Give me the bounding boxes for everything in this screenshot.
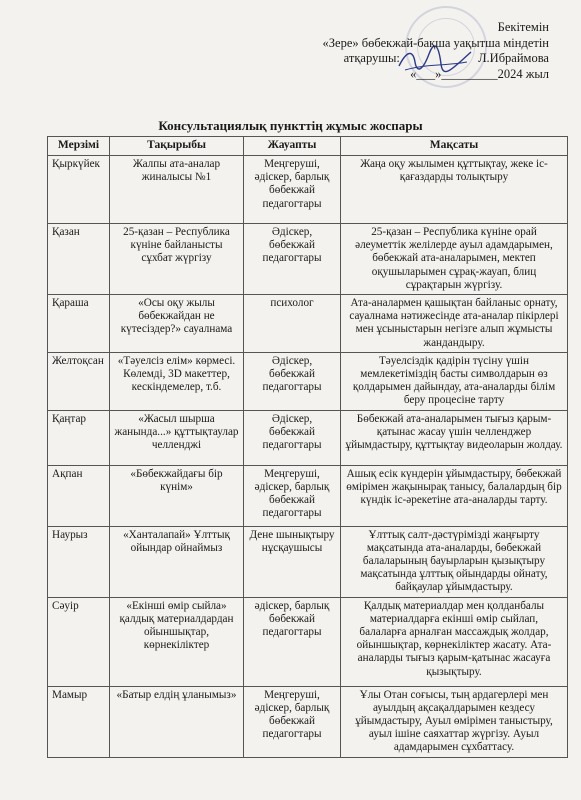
row-goal: 25-қазан – Республика күніне орай әлеуметтік желілерде ауыл адамдарымен, бөбекжай ата-аналарымен, мектеп оқушыларымен сұрақ-жауап, блиц сұрақтарын жүргізу. xyxy=(341,224,568,295)
row-topic: «Батыр елдің ұланымыз» xyxy=(110,686,244,757)
row-goal: Қалдық материалдар мен қолданбалы материалдарға екінші өмір сыйлап, балаларға арналған массаждық жолдар, ойыншықтар, көрнекіліктер жасату. Ата-аналарды тығыз қарым-қатынас жасауға қызықтыру. xyxy=(341,597,568,686)
row-month: Қаңтар xyxy=(48,410,110,465)
row-responsible: Меңгеруші, әдіскер, барлық бөбекжай педагогтары xyxy=(244,686,341,757)
table-row xyxy=(48,686,568,757)
table-row xyxy=(48,465,568,526)
row-topic: «Жасыл шырша жанында...» құттықтаулар челленджі xyxy=(110,410,244,465)
header-goal: Мақсаты xyxy=(341,137,568,156)
row-month: Наурыз xyxy=(48,526,110,597)
row-goal: Бөбекжай ата-аналарымен тығыз қарым-қатынас жасау үшін челленджер ұйымдастыру, құттықтау видеоларын жолдау. xyxy=(341,410,568,465)
document-title: Консультациялық пункттің жұмыс жоспары xyxy=(158,118,423,133)
row-responsible: Меңгеруші, әдіскер, барлық бөбекжай педагогтары xyxy=(244,465,341,526)
row-month: Қыркүйек xyxy=(48,156,110,224)
row-responsible: психолог xyxy=(244,295,341,353)
row-goal: Ата-аналармен қашықтан байланыс орнату, сауалнама нәтижесінде ата-аналар пікірлері мен ұсыныстарын негізге алып жұмысты жандандыру. xyxy=(341,295,568,353)
table-row xyxy=(48,597,568,686)
row-goal: Тәуелсіздік қадірін түсіну үшін мемлекетіміздің басты символдарын өз қолдарымен дайындау, ата-аналарды білім беру процесіне тарту xyxy=(341,352,568,410)
header-topic: Тақырыбы xyxy=(110,137,244,156)
row-goal: Ұлттық салт-дәстүрімізді жаңғырту мақсатында ата-аналарды, бөбекжай балаларының бауырларын қызықтыру мақсатында ұлттық ойындарды ойнату, байқаулар ұйымдастыру. xyxy=(341,526,568,597)
row-topic: «Осы оқу жылы бөбекжайдан не күтесіздер?» сауалнама xyxy=(110,295,244,353)
row-month: Мамыр xyxy=(48,686,110,757)
row-month: Желтоқсан xyxy=(48,352,110,410)
row-topic: «Екінші өмір сыйла» қалдық материалдардан ойыншықтар, көрнекіліктер xyxy=(110,597,244,686)
row-goal: Ұлы Отан соғысы, тың ардагерлері мен ауылдың ақсақалдарымен кездесу ұйымдастыру, Ауыл өмірімен таныстыру, ауыл ішіне саяхаттар жүргізу. Ауыл адамдарымен сұхбаттасу. xyxy=(341,686,568,757)
row-goal: Ашық есік күндерін ұйымдастыру, бөбекжай өмірімен жақынырақ танысу, балалардың бір күндік іс-әрекетіне ата-аналарды тарту. xyxy=(341,465,568,526)
row-topic: «Бөбекжайдағы бір күнім» xyxy=(110,465,244,526)
row-month: Ақпан xyxy=(48,465,110,526)
approval-block xyxy=(323,20,549,82)
table-row xyxy=(48,156,568,224)
row-topic: «Ханталапай» Ұлттық ойындар ойнаймыз xyxy=(110,526,244,597)
header-period: Мерзімі xyxy=(48,137,110,156)
table-row xyxy=(48,295,568,353)
row-goal: Жаңа оқу жылымен құттықтау, жеке іс-қағаздарды толықтыру xyxy=(341,156,568,224)
table-row xyxy=(48,410,568,465)
row-month: Сәуір xyxy=(48,597,110,686)
row-responsible: Әдіскер, бөбекжай педагогтары xyxy=(244,410,341,465)
approval-position: «Зере» бөбекжай-бақша уақытша міндетін xyxy=(322,35,549,50)
table-row xyxy=(48,352,568,410)
row-responsible: Дене шынықтыру нұсқаушысы xyxy=(244,526,341,597)
row-responsible: Әдіскер, бөбекжай педагогтары xyxy=(244,352,341,410)
row-responsible: Әдіскер, бөбекжай педагогтары xyxy=(244,224,341,295)
row-topic: «Тәуелсіз елім» көрмесі. Көлемді, 3D макеттер, кескіндемелер, т.б. xyxy=(110,352,244,410)
table-row xyxy=(48,224,568,295)
row-topic: 25-қазан – Республика күніне байланысты сұхбат жүргізу xyxy=(110,224,244,295)
row-month: Қазан xyxy=(48,224,110,295)
row-responsible: әдіскер, барлық бөбекжай педагогтары xyxy=(244,597,341,686)
approval-name: Л.Ибраймова xyxy=(478,51,549,65)
header-responsible: Жауапты xyxy=(244,137,341,156)
table-header-row xyxy=(48,137,568,156)
work-plan-table xyxy=(47,136,568,758)
row-responsible: Меңгеруші, әдіскер, барлық бөбекжай педагогтары xyxy=(244,156,341,224)
approval-date: «___»_________2024 жыл xyxy=(410,66,549,81)
row-topic: Жалпы ата-аналар жиналысы №1 xyxy=(110,156,244,224)
approval-role: атқарушы: xyxy=(343,51,400,65)
row-month: Қараша xyxy=(48,295,110,353)
table-row xyxy=(48,526,568,597)
approval-heading: Бекітемін xyxy=(497,20,549,34)
approval-signer xyxy=(323,51,549,67)
